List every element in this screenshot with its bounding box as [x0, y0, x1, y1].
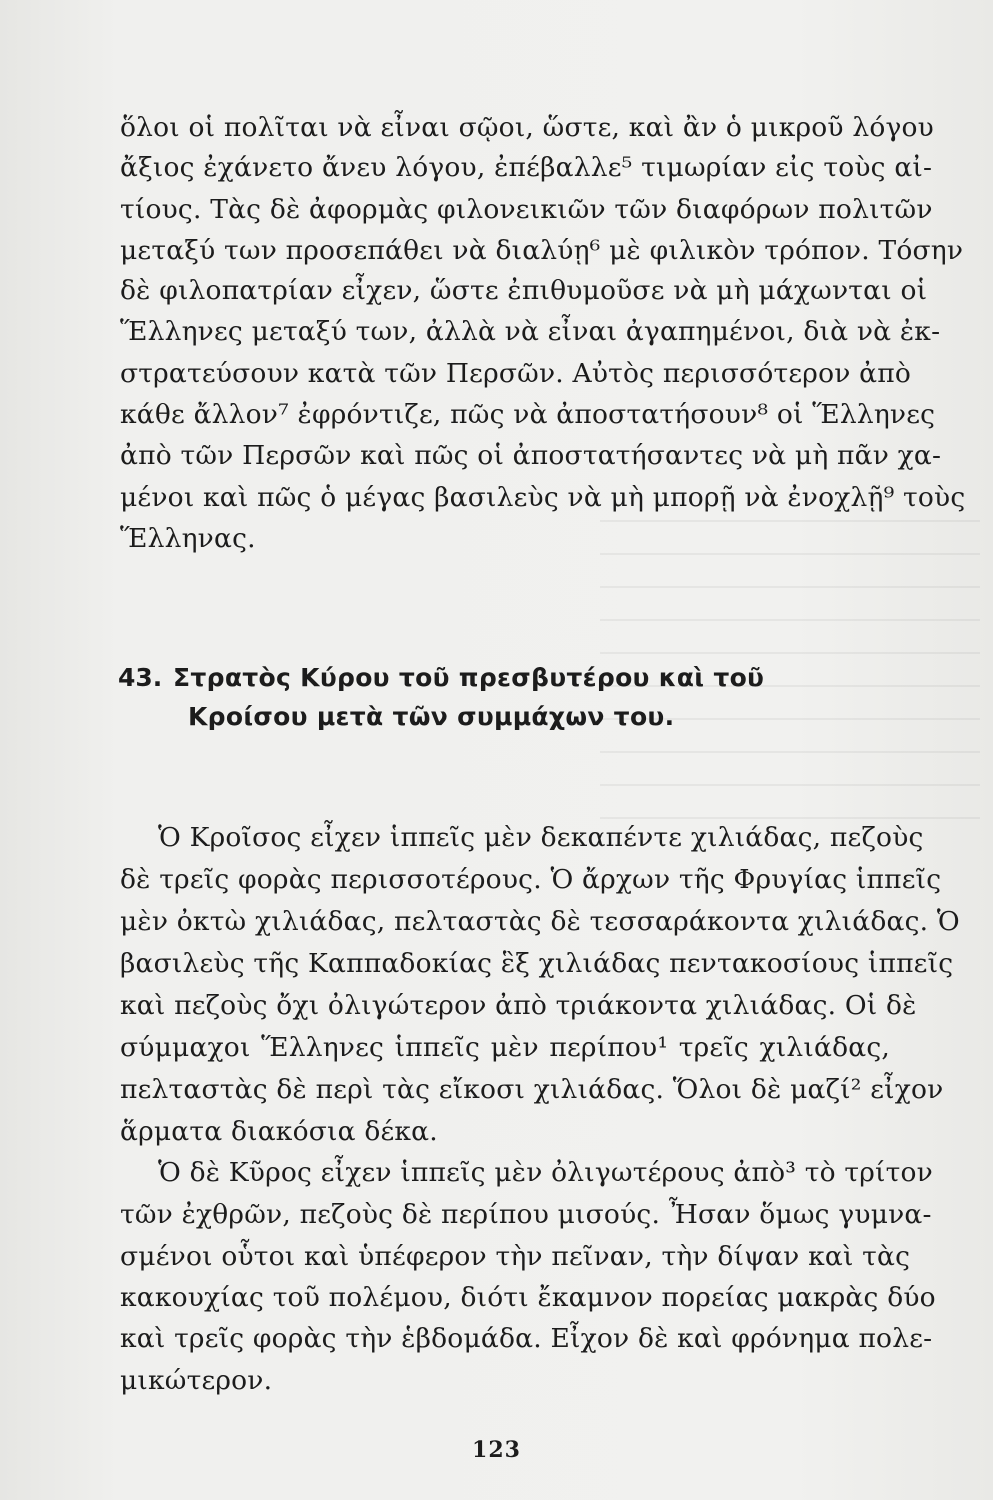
text-line: στρατεύσουν κατὰ τῶν Περσῶν. Αὐτὸς περισσότερον ἀπὸ [120, 358, 912, 389]
text-line: Ὁ δὲ Κῦρος εἶχεν ἱππεῖς μὲν ὀλιγωτέρους ἀπὸ³ τὸ τρίτον [158, 1157, 933, 1188]
text-line: ἀπὸ τῶν Περσῶν καὶ πῶς οἱ ἀποστατήσαντες νὰ μὴ πᾶν χα- [120, 440, 942, 471]
text-line: καὶ τρεῖς φορὰς τὴν ἑβδομάδα. Εἶχον δὲ καὶ φρόνημα πολε- [120, 1323, 933, 1354]
text-line: δὲ φιλοπατρίαν εἶχεν, ὥστε ἐπιθυμοῦσε νὰ μὴ μάχωνται οἱ [120, 275, 928, 306]
text-line: κακουχίας τοῦ πολέμου, διότι ἔκαμνον πορείας μακρὰς δύο [120, 1282, 936, 1313]
text-line: Ἕλληνες μεταξύ των, ἀλλὰ νὰ εἶναι ἀγαπημένοι, διὰ νὰ ἐκ- [120, 316, 941, 347]
text-line: ἅρματα διακόσια δέκα. [120, 1116, 438, 1147]
text-line: σύμμαχοι Ἕλληνες ἱππεῖς μὲν περίπου¹ τρεῖς χιλιάδας, [120, 1032, 890, 1063]
text-line: βασιλεὺς τῆς Καππαδοκίας ἓξ χιλιάδας πεντακοσίους ἱππεῖς [120, 948, 954, 979]
text-line: πελταστὰς δὲ περὶ τὰς εἴκοσι χιλιάδας. Ὅλοι δὲ μαζί² εἶχον [120, 1074, 944, 1105]
section-title-line-1: Στρατὸς Κύρου τοῦ πρεσβυτέρου καὶ τοῦ [173, 663, 765, 692]
text-line: τῶν ἐχθρῶν, πεζοὺς δὲ περίπου μισούς. Ἦσαν ὅμως γυμνα- [120, 1199, 932, 1230]
text-line: ἄξιος ἐχάνετο ἄνευ λόγου, ἐπέβαλλε⁵ τιμωρίαν εἰς τοὺς αἰ- [120, 152, 933, 183]
text-line: σμένοι οὗτοι καὶ ὑπέφερον τὴν πεῖναν, τὴν δίψαν καὶ τὰς [120, 1241, 911, 1272]
text-line: δὲ τρεῖς φορὰς περισσοτέρους. Ὁ ἄρχων τῆς Φρυγίας ἱππεῖς [120, 864, 942, 895]
text-line: μένοι καὶ πῶς ὁ μέγας βασιλεὺς νὰ μὴ μπορῇ νὰ ἐνοχλῇ⁹ τοὺς [120, 482, 966, 513]
text-line: Ἕλληνας. [120, 523, 256, 554]
text-line: κάθε ἄλλον⁷ ἐφρόντιζε, πῶς νὰ ἀποστατήσουν⁸ οἱ Ἕλληνες [120, 399, 936, 430]
text-line: τίους. Τὰς δὲ ἀφορμὰς φιλονεικιῶν τῶν διαφόρων πολιτῶν [120, 194, 933, 225]
page-number: 123 [472, 1437, 521, 1463]
text-line: Ὁ Κροῖσος εἶχεν ἱππεῖς μὲν δεκαπέντε χιλιάδας, πεζοὺς [158, 822, 924, 853]
text-line: ὅλοι οἱ πολῖται νὰ εἶναι σῷοι, ὥστε, καὶ ἂν ὁ μικροῦ λόγου [120, 112, 934, 143]
section-title-line-2: Κροίσου μετὰ τῶν συμμάχων του. [188, 702, 675, 731]
text-line: μικώτερον. [120, 1365, 273, 1396]
section-number: 43. [118, 663, 163, 692]
text-line: μεταξύ των προσεπάθει νὰ διαλύῃ⁶ μὲ φιλικὸν τρόπον. Τόσην [120, 235, 964, 266]
text-line: μὲν ὀκτὼ χιλιάδας, πελταστὰς δὲ τεσσαράκοντα χιλιάδας. Ὁ [120, 906, 960, 937]
text-line: καὶ πεζοὺς ὄχι ὀλιγώτερον ἀπὸ τριάκοντα χιλιάδας. Οἱ δὲ [120, 990, 917, 1021]
